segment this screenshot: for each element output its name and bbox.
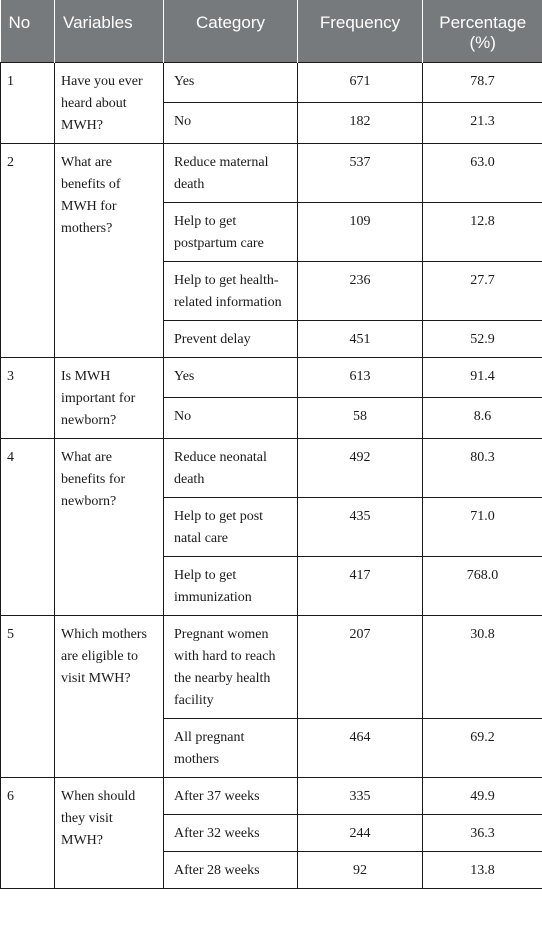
row-number: 2 xyxy=(1,143,55,357)
frequency-cell: 417 xyxy=(298,556,423,615)
percentage-cell: 78.7 xyxy=(423,62,542,103)
table-row xyxy=(1,357,542,398)
table-row xyxy=(1,62,542,103)
frequency-cell: 182 xyxy=(298,103,423,144)
table-row xyxy=(1,777,542,814)
category-cell: Yes xyxy=(164,357,298,398)
percentage-cell: 71.0 xyxy=(423,497,542,556)
row-number: 3 xyxy=(1,357,55,438)
variable-question: Is MWH important for newborn? xyxy=(55,357,164,438)
category-cell: Help to get health-related information xyxy=(164,261,298,320)
percentage-cell: 12.8 xyxy=(423,202,542,261)
table-row xyxy=(1,438,542,497)
percentage-cell: 30.8 xyxy=(423,615,542,718)
frequency-cell: 435 xyxy=(298,497,423,556)
category-cell: Help to get post natal care xyxy=(164,497,298,556)
variable-question: Which mothers are eligible to visit MWH? xyxy=(55,615,164,777)
category-cell: Pregnant women with hard to reach the nearby health facility xyxy=(164,615,298,718)
frequency-cell: 58 xyxy=(298,398,423,439)
variable-question: What are benefits of MWH for mothers? xyxy=(55,143,164,357)
percentage-cell: 52.9 xyxy=(423,320,542,357)
percentage-cell: 69.2 xyxy=(423,718,542,777)
category-cell: No xyxy=(164,398,298,439)
frequency-cell: 671 xyxy=(298,62,423,103)
variable-question: What are benefits for newborn? xyxy=(55,438,164,615)
percentage-cell: 13.8 xyxy=(423,851,542,888)
category-cell: Yes xyxy=(164,62,298,103)
header-row xyxy=(1,0,542,62)
table-body xyxy=(1,62,542,888)
percentage-cell: 21.3 xyxy=(423,103,542,144)
row-number: 1 xyxy=(1,62,55,143)
category-cell: Help to get postpartum care xyxy=(164,202,298,261)
frequency-cell: 109 xyxy=(298,202,423,261)
variable-question: When should they visit MWH? xyxy=(55,777,164,888)
table-row xyxy=(1,615,542,718)
frequency-cell: 207 xyxy=(298,615,423,718)
frequency-cell: 537 xyxy=(298,143,423,202)
frequency-cell: 335 xyxy=(298,777,423,814)
percentage-cell: 8.6 xyxy=(423,398,542,439)
frequency-cell: 613 xyxy=(298,357,423,398)
category-cell: After 28 weeks xyxy=(164,851,298,888)
header-category: Category xyxy=(164,0,298,62)
category-cell: After 37 weeks xyxy=(164,777,298,814)
percentage-cell: 768.0 xyxy=(423,556,542,615)
variable-question: Have you ever heard about MWH? xyxy=(55,62,164,143)
percentage-cell: 91.4 xyxy=(423,357,542,398)
frequency-cell: 492 xyxy=(298,438,423,497)
percentage-cell: 27.7 xyxy=(423,261,542,320)
row-number: 4 xyxy=(1,438,55,615)
category-cell: No xyxy=(164,103,298,144)
header-percentage: Percentage (%) xyxy=(423,0,542,62)
category-cell: Reduce maternal death xyxy=(164,143,298,202)
percentage-cell: 36.3 xyxy=(423,814,542,851)
row-number: 5 xyxy=(1,615,55,777)
row-number: 6 xyxy=(1,777,55,888)
percentage-cell: 63.0 xyxy=(423,143,542,202)
category-cell: After 32 weeks xyxy=(164,814,298,851)
frequency-cell: 451 xyxy=(298,320,423,357)
percentage-cell: 80.3 xyxy=(423,438,542,497)
header-variables: Variables xyxy=(55,0,164,62)
category-cell: All pregnant mothers xyxy=(164,718,298,777)
category-cell: Help to get immunization xyxy=(164,556,298,615)
percentage-cell: 49.9 xyxy=(423,777,542,814)
table-row xyxy=(1,143,542,202)
header-frequency: Frequency xyxy=(298,0,423,62)
table-header xyxy=(1,0,542,62)
frequency-cell: 92 xyxy=(298,851,423,888)
category-cell: Reduce neonatal death xyxy=(164,438,298,497)
frequency-cell: 236 xyxy=(298,261,423,320)
frequency-cell: 464 xyxy=(298,718,423,777)
header-no: No xyxy=(1,0,55,62)
frequency-cell: 244 xyxy=(298,814,423,851)
category-cell: Prevent delay xyxy=(164,320,298,357)
